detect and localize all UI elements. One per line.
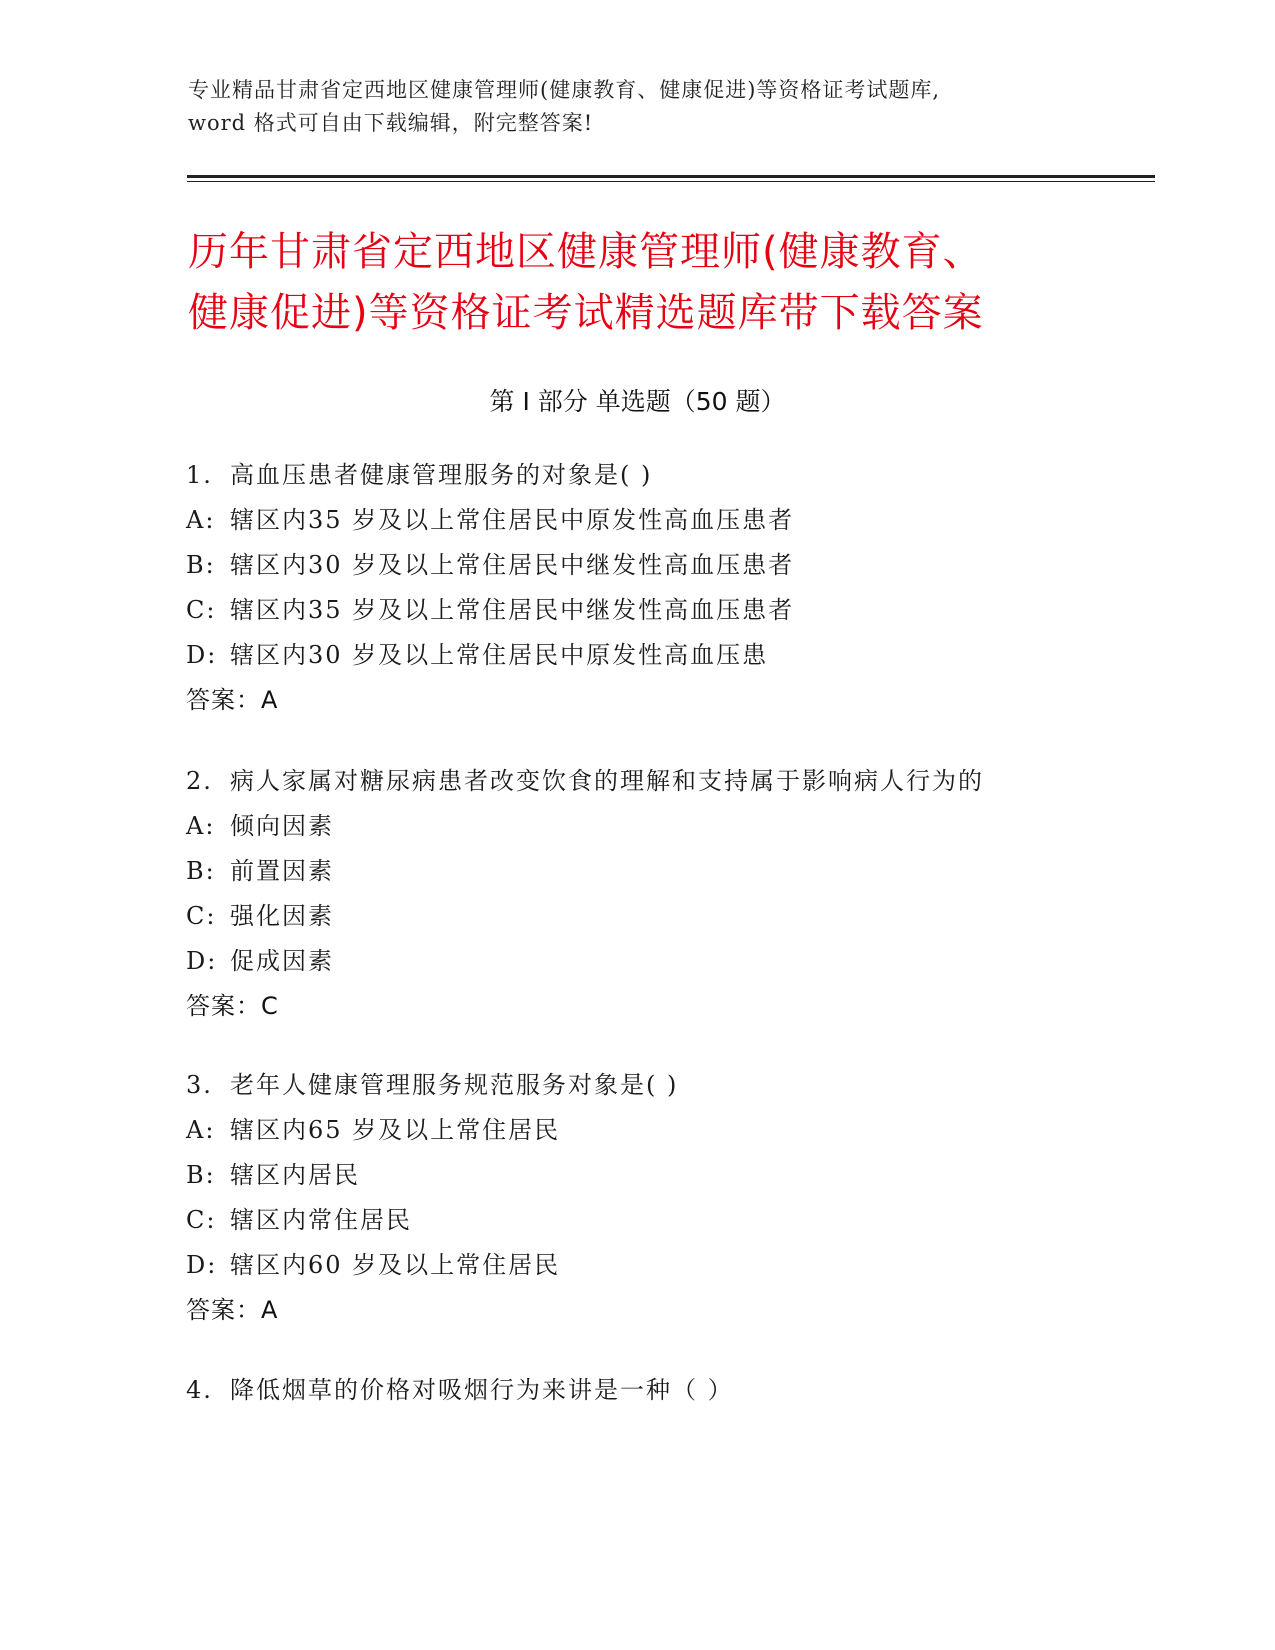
- option-label: C:: [186, 902, 217, 930]
- option-label: D:: [186, 1251, 218, 1279]
- option-text: 前置因素: [230, 857, 334, 885]
- option-item: [186, 1108, 1146, 1153]
- option-item: [186, 1243, 1146, 1288]
- header-divider-thin: [187, 181, 1155, 182]
- option-text: 辖区内30 岁及以上常住居民中原发性高血压患: [230, 641, 769, 669]
- question-text: 高血压患者健康管理服务的对象是( ): [230, 461, 653, 489]
- answer-text: 答案：A: [186, 1296, 279, 1324]
- section-heading: 第 I 部分 单选题（50 题）: [489, 387, 786, 416]
- question-stem: [186, 1063, 1146, 1108]
- option-text: 强化因素: [230, 902, 334, 930]
- header-note-line-1: 专业精品甘肃省定西地区健康管理师(健康教育、健康促进)等资格证考试题库,: [188, 78, 941, 102]
- question-block: [186, 453, 1146, 723]
- option-label: A:: [186, 1116, 216, 1144]
- document-title-line-2: 健康促进)等资格证考试精选题库带下载答案: [188, 290, 984, 336]
- option-text: 辖区内30 岁及以上常住居民中继发性高血压患者: [230, 551, 795, 579]
- option-text: 倾向因素: [230, 812, 334, 840]
- question-block: [186, 1063, 1146, 1333]
- option-item: [186, 588, 1146, 633]
- question-stem: [186, 1368, 1146, 1413]
- question-block: [186, 1368, 1146, 1413]
- question-block: [186, 759, 1146, 1029]
- document-title: [188, 222, 1168, 344]
- option-label: C:: [186, 1206, 217, 1234]
- option-text: 辖区内常住居民: [230, 1206, 412, 1234]
- option-item: [186, 543, 1146, 588]
- option-text: 辖区内60 岁及以上常住居民: [230, 1251, 561, 1279]
- option-item: [186, 939, 1146, 984]
- answer-text: 答案：A: [186, 686, 279, 714]
- header-divider-thick: [187, 175, 1155, 178]
- question-stem: [186, 759, 1146, 804]
- question-number: 2.: [186, 767, 213, 795]
- option-item: [186, 633, 1146, 678]
- question-stem: [186, 453, 1146, 498]
- option-item: [186, 894, 1146, 939]
- option-label: B:: [186, 1161, 216, 1189]
- question-text: 老年人健康管理服务规范服务对象是( ): [230, 1071, 679, 1099]
- option-label: D:: [186, 947, 218, 975]
- option-item: [186, 849, 1146, 894]
- option-item: [186, 804, 1146, 849]
- option-label: B:: [186, 857, 216, 885]
- option-label: D:: [186, 641, 218, 669]
- question-number: 1.: [186, 461, 213, 489]
- option-text: 辖区内65 岁及以上常住居民: [230, 1116, 561, 1144]
- option-text: 辖区内35 岁及以上常住居民中继发性高血压患者: [230, 596, 795, 624]
- option-label: A:: [186, 506, 216, 534]
- option-label: C:: [186, 596, 217, 624]
- option-label: A:: [186, 812, 216, 840]
- question-number: 4.: [186, 1376, 213, 1404]
- header-note-line-2: word 格式可自由下载编辑，附完整答案!: [188, 111, 594, 135]
- option-item: [186, 498, 1146, 543]
- answer-text: 答案：C: [186, 992, 279, 1020]
- option-text: 促成因素: [230, 947, 334, 975]
- question-text: 病人家属对糖尿病患者改变饮食的理解和支持属于影响病人行为的: [230, 767, 984, 795]
- header-note: [188, 74, 1108, 140]
- question-text: 降低烟草的价格对吸烟行为来讲是一种（ ）: [230, 1376, 734, 1404]
- option-text: 辖区内居民: [230, 1161, 360, 1189]
- option-text: 辖区内35 岁及以上常住居民中原发性高血压患者: [230, 506, 795, 534]
- question-number: 3.: [186, 1071, 213, 1099]
- document-title-line-1: 历年甘肃省定西地区健康管理师(健康教育、: [188, 229, 984, 275]
- option-label: B:: [186, 551, 216, 579]
- option-item: [186, 1153, 1146, 1198]
- option-item: [186, 1198, 1146, 1243]
